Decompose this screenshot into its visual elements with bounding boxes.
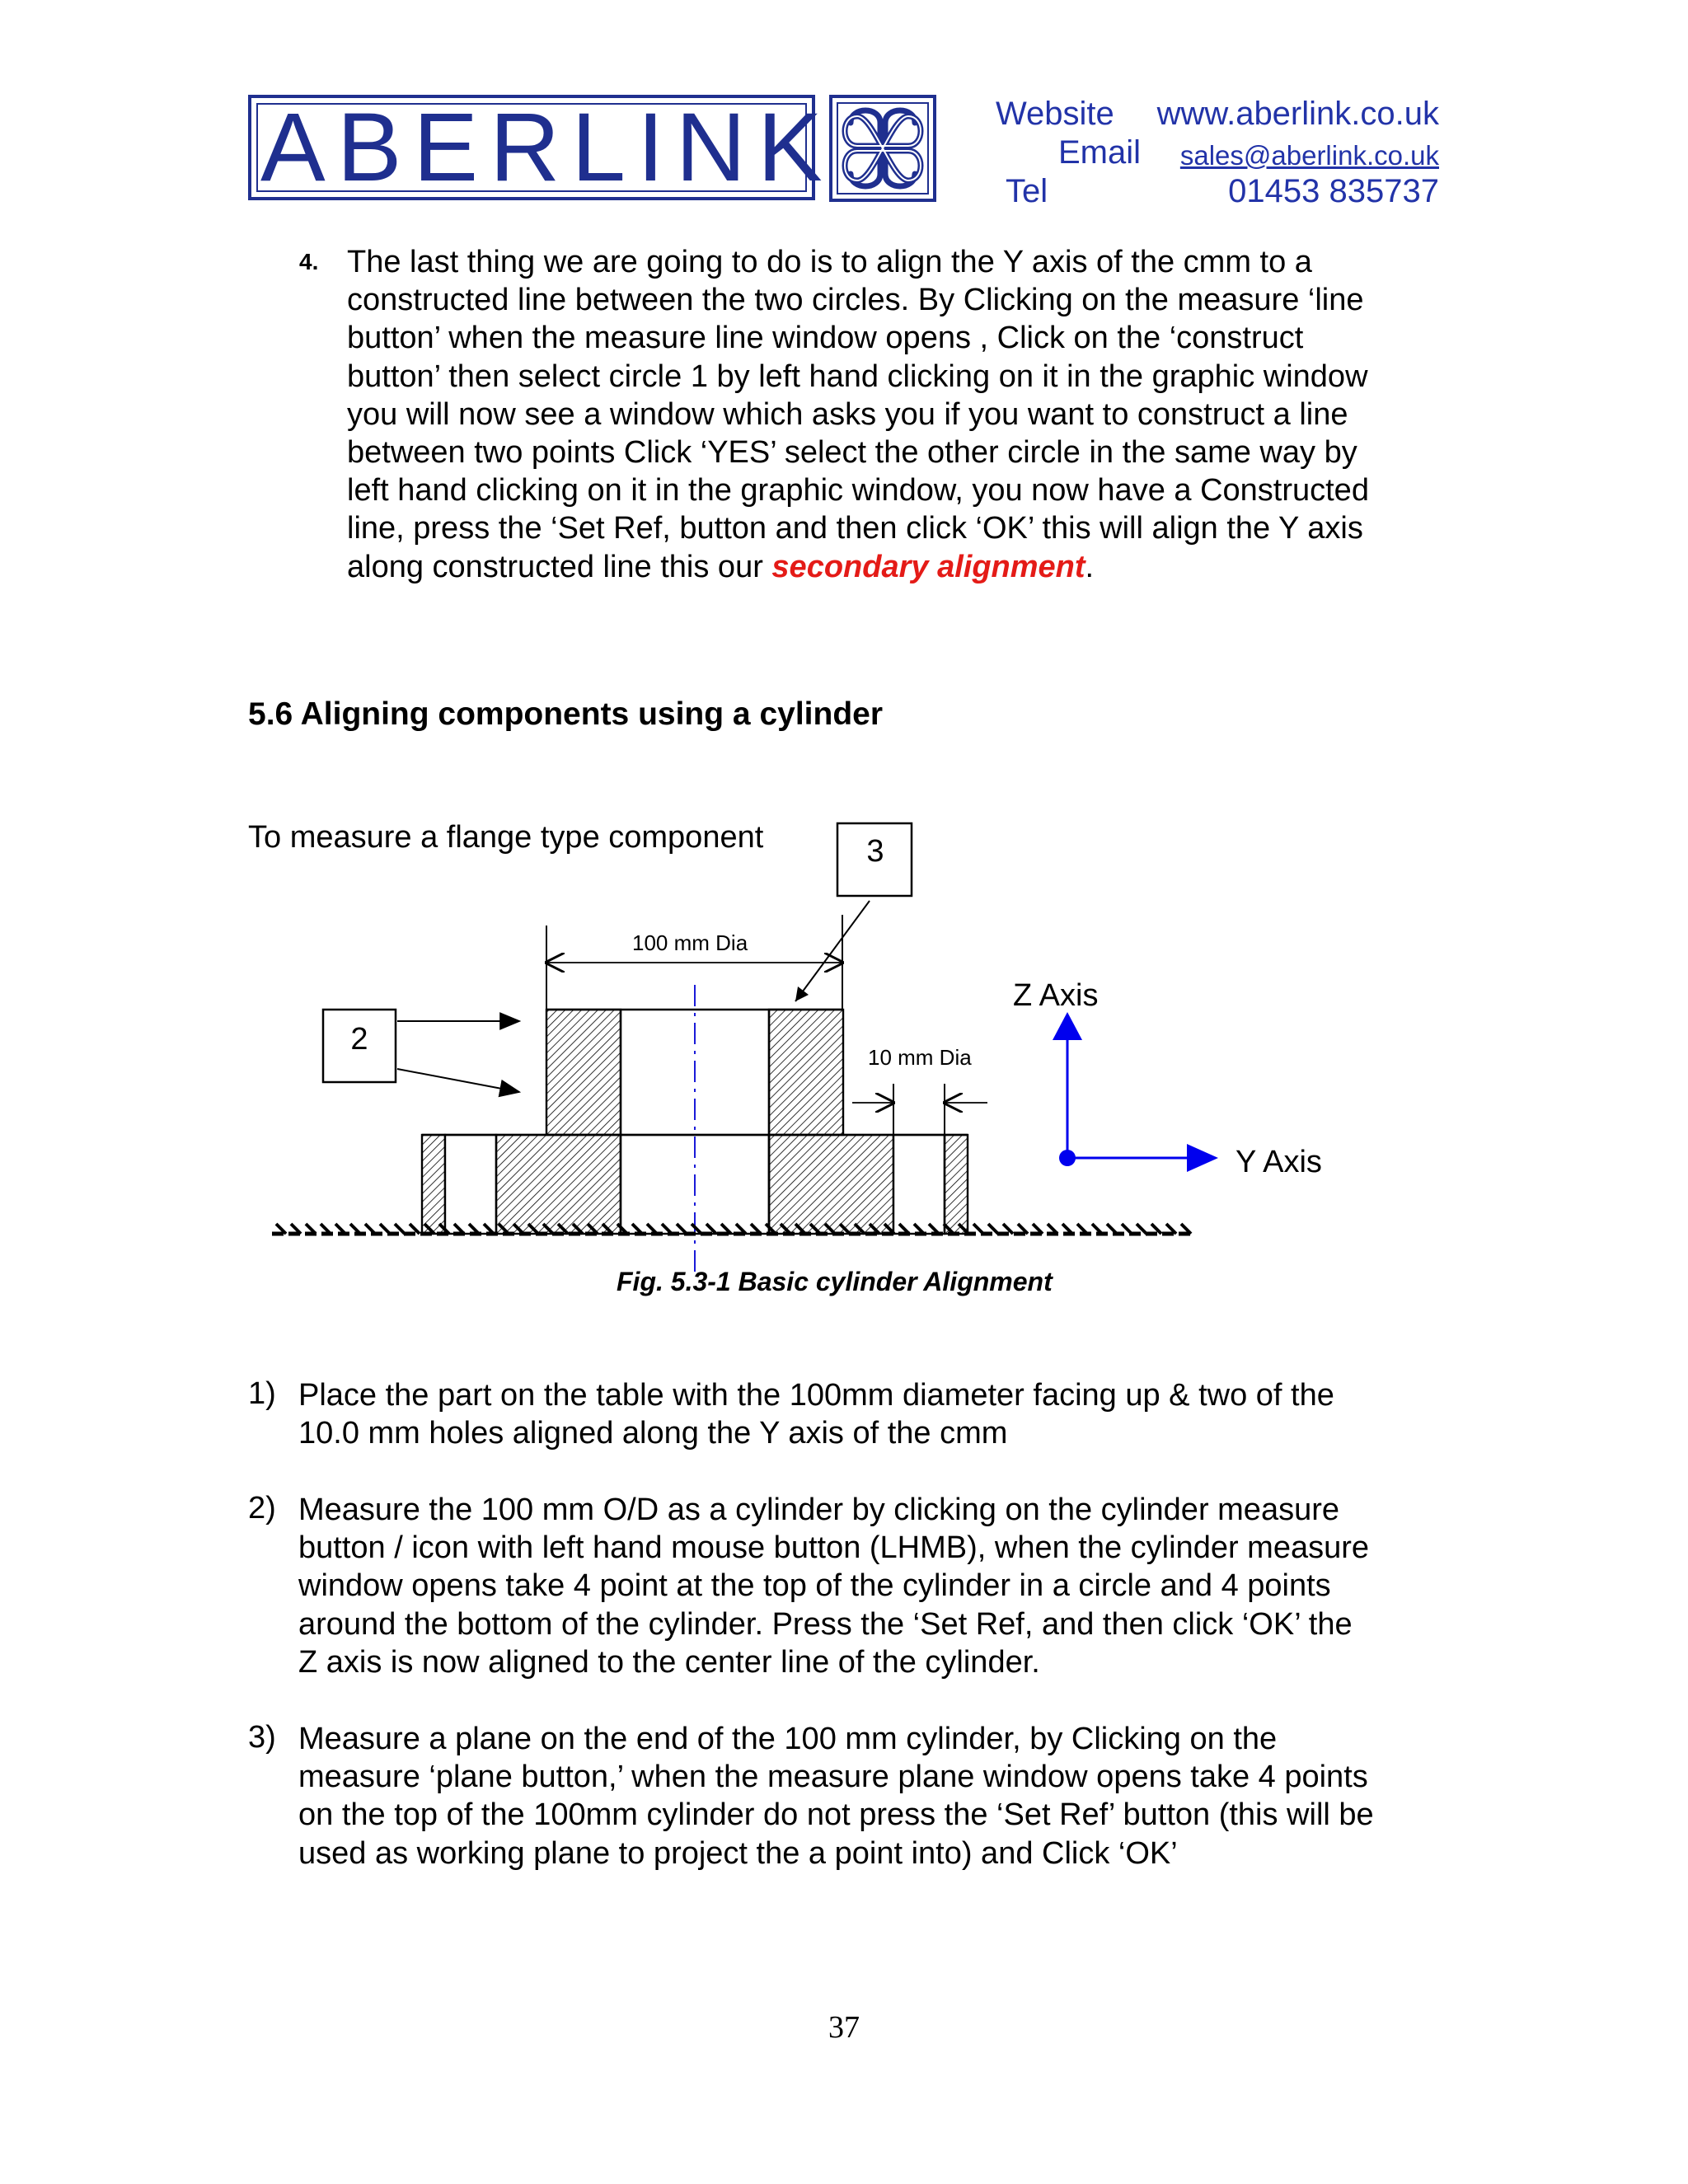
- company-logo: ABERLINK: [260, 93, 834, 202]
- text-line: constructed line between the two circles. By Clicking on the measure ‘line: [347, 283, 1364, 318]
- step-2-paragraph: [298, 1491, 1369, 1681]
- text-line: Z axis is now aligned to the center line of the cylinder.: [298, 1644, 1040, 1680]
- step-number: 1): [248, 1376, 276, 1411]
- text-line: Place the part on the table with the 100mm diameter facing up & two of the: [298, 1378, 1334, 1413]
- step-1-paragraph: [298, 1376, 1334, 1452]
- tel-value: 01453 835737: [1228, 173, 1439, 209]
- callout-2-label: 2: [350, 1022, 368, 1057]
- step-number: 3): [248, 1720, 276, 1755]
- text-line: measure ‘plane button,’ when the measure plane window opens take 4 points: [298, 1760, 1368, 1795]
- intro-text: To measure a flange type component: [248, 820, 764, 855]
- dimension-10-label: 10 mm Dia: [868, 1045, 972, 1070]
- callout-3-label: 3: [866, 834, 884, 869]
- step-number: 2): [248, 1491, 276, 1526]
- text-line: used as working plane to project the a point into) and Click ‘OK’: [298, 1835, 1178, 1871]
- text-span: .: [1085, 549, 1095, 584]
- figure-caption: Fig. 5.3-1 Basic cylinder Alignment: [617, 1267, 1053, 1296]
- page-number: 37: [828, 2010, 860, 2045]
- section-heading: 5.6 Aligning components using a cylinder: [248, 696, 884, 732]
- text-line: between two points Click ‘YES’ select the other circle in the same way by: [347, 435, 1357, 471]
- dimension-10mm: [852, 1084, 987, 1135]
- website-label: Website: [996, 96, 1114, 132]
- text-line: button’ when the measure line window opens , Click on the ‘construct: [347, 321, 1304, 356]
- text-line: Measure a plane on the end of the 100 mm cylinder, by Clicking on the: [298, 1722, 1278, 1756]
- ground-hatch-tick: [1107, 1224, 1117, 1234]
- text-span: along constructed line this our: [347, 549, 772, 584]
- text-line: 10.0 mm holes aligned along the Y axis of the cmm: [298, 1416, 1008, 1451]
- tel-label: Tel: [1006, 173, 1048, 209]
- website-link[interactable]: www.aberlink.co.uk: [1156, 96, 1439, 132]
- axis-indicator: [1053, 1012, 1218, 1172]
- text-line: Measure the 100 mm O/D as a cylinder by clicking on the cylinder measure: [298, 1493, 1339, 1527]
- text-line: window opens take 4 point at the top of the cylinder in a circle and 4 points: [298, 1568, 1331, 1604]
- emphasis-text: secondary alignment: [771, 549, 1085, 584]
- dimension-100-label: 100 mm Dia: [632, 930, 748, 955]
- text-line: The last thing we are going to do is to align the Y axis of the cmm to a: [347, 245, 1312, 279]
- email-label: Email: [1058, 134, 1142, 171]
- y-axis-label: Y Axis: [1236, 1145, 1322, 1179]
- text-line: button’ then select circle 1 by left hand clicking on it in the graphic window: [347, 359, 1368, 394]
- text-line: line, press the ‘Set Ref, button and then click ‘OK’ this will align the Y axis: [347, 511, 1363, 546]
- text-line: left hand clicking on it in the graphic window, you now have a Constructed: [347, 473, 1369, 509]
- text-line: on the top of the 100mm cylinder do not press the ‘Set Ref’ button (this will be: [298, 1797, 1374, 1833]
- step-3-paragraph: [298, 1720, 1374, 1872]
- ground-hatch-tick: [365, 1224, 375, 1234]
- email-link[interactable]: sales@aberlink.co.uk: [1179, 140, 1439, 171]
- z-axis-label: Z Axis: [1013, 978, 1099, 1013]
- step-number: 4.: [299, 249, 319, 274]
- text-line: around the bottom of the cylinder. Press the ‘Set Ref, and then click ‘OK’ the: [298, 1606, 1353, 1642]
- text-line: button / icon with left hand mouse button (LHMB), when the cylinder measure: [298, 1530, 1370, 1566]
- text-line: you will now see a window which asks you if you want to construct a line: [347, 396, 1348, 432]
